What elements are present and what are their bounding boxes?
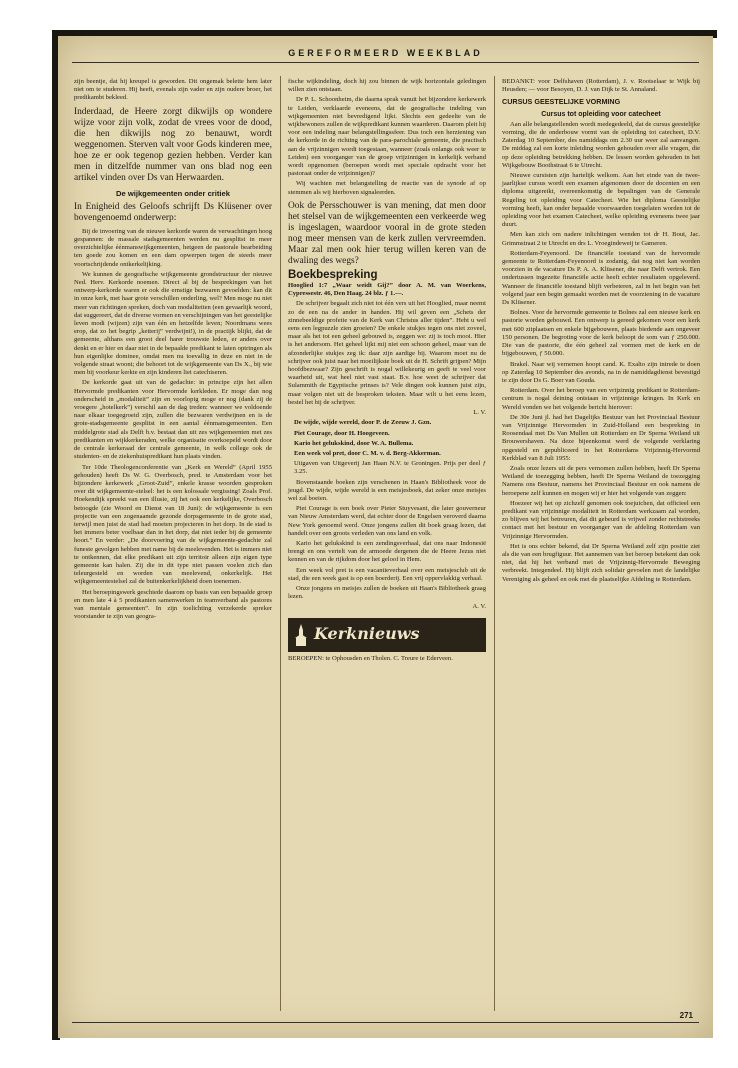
paragraph: zijn beentje, dat hij kreupel is geworden. Dit ongemak belette hem later niet om te studeren. Hij heeft, evenals zijn vader en zijn oudere broer, het predikambt bekleed. xyxy=(74,78,272,102)
kerknieuws-banner xyxy=(288,618,486,652)
paragraph: Rotterdam. Over het beroep van een vrijzinnig predikant te Rotterdam-centrum is nogal deining ontstaan in vrijzinnige kringen. In Kerk en Wereld vonden we het volgende bericht hierover: xyxy=(502,387,700,411)
paragraph: Rotterdam-Feyenoord. De financiële toestand van de hervormde gemeente te Rotterdam-Feyenoord is zodanig, dat nog niet kan worden voorzien in de vacature Ds P. A. A. Klüsener, die naar Delft vertrok. Een ondertussen ingezette financiële actie heeft echter resultaten opgeleverd. Wanneer de financiële toestand blijft verbeteren, zal in het begin van het volgend jaar een begin gemaakt worden met de voorziening in de vacature Ds Klüsener. xyxy=(502,249,700,307)
paragraph: De kerkorde gaat uit van de gedachte: in principe zijn het allen Hervormde predikanten voor Hervormde kerkleden. Er moge dan nog onderscheid in „modaliteit” zijn en voorlopig moge er nog (dank zij de vroegere „hotelkerk”) verschil aan de dag treden: wanneer we voldoende naar elkaar toegegroeid zijn, zullen die bezwaren verdwijnen en is de grote-stadsgemeente gesplitst in een aantal éénmansgemeenten. Een middelgrote stad als Delft b.v. bestaat dan uit zes wijkgemeenten met zes predikanten en wijkkerkeraden, welke organisatie overkoepeld wordt door de centrale kerkeraad der centrale gemeente, in welk college ook de studenten- en de ziekenhuispredikant hun plaats vinden. xyxy=(74,379,272,461)
paragraph: Brakel. Naar wij vernemen hoopt cand. K. Exalto zijn intrede te doen op Zaterdag 10 September des avonds, na in de namiddagdienst bevestigd te zijn door Ds G. Boer van Gouda. xyxy=(502,360,700,384)
paragraph: BEDANKT: voor Delfshaven (Rotterdam), J. v. Rootselaar te Wijk bij Heusden; — voor Besoyen, D. J. van Dijk te St. Annaland. xyxy=(502,78,700,94)
paragraph: Men kan zich om nadere inlichtingen wenden tot dr H. Bout, Jac. Grimmstraat 2 te Utrecht en drs L. Vroegindeweij te Gameren. xyxy=(502,231,700,247)
column-2 xyxy=(288,78,486,665)
column-3 xyxy=(502,78,700,586)
article-heading: CURSUS GEESTELIJKE VORMING xyxy=(502,97,621,107)
paragraph: Dr P. L. Schoonheim, die daarna sprak vanuit het bijzondere kerkewerk te Leiden, verklaarde eveneens, dat de geografische indeling van wijkgemeenten niet bevredigend lijkt. Slechts een gedeelte van de wijkbewoners zullen de wijkpredikant kunnen waarderen. Daarom pleit hij voor een indeling naar belangstellingssfeer. Dus toch een herziening van de kerkorde in de richting van de para-parochiale gemeente, die practisch aan de vrijzinnigen wordt toegestaan, wanneer (zoals onlangs ook weer te Leiden) een voorganger van de groep vrijzinnigen in kerkelijk verband wordt opgenomen (beroepen wordt met speciale opdracht voor het pastoraat onder de vrijzinnigen)? xyxy=(288,96,486,178)
masthead: GEREFORMEERD WEEKBLAD xyxy=(288,48,483,58)
signature: L. V. xyxy=(473,409,486,417)
masthead-rule xyxy=(72,62,699,63)
paragraph: Zoals onze lezers uit de pers vernomen zullen hebben, heeft Dr Sperna Weiland de toezegging hebben, heeft Dr Sperna Weiland de toezegging Namens ons Bestuur, namens het Provinciaal Bestuur en ook namens de beroepene zelf kunnen en mogen wij er hier het volgende van zeggen: xyxy=(502,464,700,497)
paragraph: Het beroepingswerk geschiede daarom op basis van een bepaalde groep en men late 4 à 5 predikanten samenwerken in teamverband als pastores van mentale gemeenten”. In zijn toelichting verzekerde spreker voorstander te zijn van geogra- xyxy=(74,588,272,621)
newspaper-page xyxy=(58,36,713,1038)
paragraph: Piet Courage is een boek over Pieter Stuyvesant, die later gouverneur van Nieuw Amsterdam werd, dat echter door de Engelsen veroverd daarna New York genoemd werd. Onze jongens zullen dit boek graag lezen, dat handelt over een groots verleden van ons land en volk. xyxy=(288,505,486,537)
paragraph: Bolnes. Voor de hervormde gemeente te Bolnes zal een nieuwe kerk en pastorie worden gebouwd. Een ontwerp is gereed gekomen voor een kerk met 600 zitplaatsen en enkele bijgebouwen, plaats biedende aan ongeveer 150 personen. De begroting voor de kerk beloopt de som van ƒ 250.000. Die van de pastorie, die één geheel zal vormen met de kerk en de bijgebouwen, ƒ 50.000. xyxy=(502,309,700,358)
paragraph: Wij wachten met belangstelling de reactie van de synode af op stemmen als wij hierboven signaleerden. xyxy=(288,180,486,196)
column-divider xyxy=(280,76,281,1011)
paragraph: We kunnen de geografische wijkgemeente grondstructuur der nieuwe Ned. Herv. Kerkorde noemen. Direct al bij de besprekingen van het ontwerp-kerkorde waren er ook die ernstige bezwaren gevoelden: kan dit in onze kerk, met haar grote verschillen onderling, wel? Men moge nu niet meer van richtingen spreken, doch van modaliteiten (een gevaarlijk woord, dat suggereert, dat de diverse vormen en verschijningen van het geestelijke leven modi (wijzen) zijn van één en hetzelfde leven; Noordmans wees erop, dat zo het begrip „ketterij” verdwijnt!), in de practijk blijkt, dat de gemeente, althans een groot deel harer trouwste leden, er anders over denkt en er hier en daar niet in de bepaalde predikant te laten optringen als hun eigenlijke dominee, omdat men nu toevallig in deze en niet in de volgende straat woont; die behoort tot de wijkgemeente van Ds X., bij wie men bij voorkeur kerkte en zijn kinderen liet catechiseren. xyxy=(74,270,272,377)
church-icon xyxy=(294,624,308,646)
lead-paragraph: Inderdaad, de Heere zorgt dikwijls op wondere wijze voor zijn volk, zodat de vrees voor de dood, die hen dikwijls nog zo benauwt, wordt weggenomen. Sterven valt voor Gods kinderen mee, hoe ze er ook tegenop gezien hebben. Verder kan men in ditzelfde nummer van ons blad nog een artikel vinden over Ds van Herwaarden. xyxy=(74,106,272,183)
paragraph: fische wijkindeling, doch hij zou binnen de wijk horizontale geledingen willen zien ontstaan. xyxy=(288,78,486,94)
paragraph: Nieuwe cursisten zijn hartelijk welkom. Aan het einde van de twee-jaarlijkse cursus wordt een examen afgenomen door de docenten en een diploma uitgereikt, overeenkomstig de bepalingen van de Generale Regeling tot opleiding voor Catecheet. Wie het diploma Geestelijke vorming heeft, kan onder bepaalde voorwaarden toegelaten worden tot de opleiding voor het examen Catecheet, welke opleiding eveneens twee jaar duurt. xyxy=(502,172,700,229)
article-intro: In Enigheid des Geloofs schrijft Ds Klüsener over bovengenoemd onderwerp: xyxy=(74,201,272,223)
book-entry: Piet Courage, door H. Hoogeveen. xyxy=(294,429,390,437)
paragraph: Hoezeer wij het op zichzelf genomen ook toejuichen, dat officieel een predikant van vrijzinnige modaliteit in Rotterdam werkzaam zal worden, zo blijven wij het betreuren, dat dit gebeurd is vrijwel zonder rechtstreeks contact met het bestuur en voorganger van de afdeling Rotterdam van Vrijzinnige Hervormden. xyxy=(502,499,700,540)
paragraph: Aan alle belangstellenden wordt medegedeeld, dat de cursus geestelijke vorming, die de onderbouw vormt van de opleiding tot catecheet, D.V. Zaterdag 10 September, des namiddags om 2.30 uur weer zal aanvangen. De middag zal een korte inleiding worden gehouden over alle vragen, die op deze opleiding betrekking hebben. De lessen worden gehouden in het Wijkgebouw Boothstraat 6 te Utrecht. xyxy=(502,120,700,169)
footer-rule xyxy=(72,1022,699,1023)
paragraph: De 30e Juni jl. had het Dagelijks Bestuur van het Provinciaal Bestuur van Vrijzinnige Hervormden in Zuid-Holland een bespreking in Roosendaal met Ds Van Mullen uit Rotterdam en Dr Sperna Weiland uit Brouwershaven. Na deze bijeenkomst werd de volgende verklaring opgesteld en gepubliceerd in het Rotterdams Vrijzinnig-Hervormd Kerkblad van 8 Juli 1955: xyxy=(502,413,700,462)
review-title: Hooglied 1:7 „Waar weidt Gij?” door A. M. van Woerkens, Cypressestr. 46, Den Haag. 24 blz. ƒ 1.—. xyxy=(288,282,486,298)
paragraph: Het is ons echter bekend, dat Dr Sperna Weiland zelf zijn positie ziet als die van een brugfiguur. Het aannemen van het beroep betekent dan ook niet, dat hij het verband met de Vrijzinnig-Hervormde Beweging verbreekt. Integendeel. Hij blijft zich solidair gevoelen met de landelijke Vereniging als geheel en ook met de plaatselijke Afdeling te Rotterdam. xyxy=(502,542,700,583)
kerknieuws-title: Kerknieuws xyxy=(314,624,420,644)
column-1 xyxy=(74,78,272,623)
book-entry: Uitgaven van Uitgeverij Jan Haan N.V. te Groningen. Prijs per deel ƒ 3.25. xyxy=(294,460,486,476)
paragraph: Een week vol pret is een vacantieverhaal over een meisjesclub uit de stad, die een week gast is op een boerderij. Een vrij oppervlakkig verhaal. xyxy=(288,566,486,582)
paragraph: Kario het gelukskind is een zendingsverhaal, dat ons naar Indonesië brengt en ons vertelt van de armoede dergenen die de Heere Jezus niet kennen en van de rijkdom door het geloof in Hem. xyxy=(288,539,486,564)
paragraph: Onze jongens en meisjes zullen de boeken uit Haan's Bibliotheek graag lezen. xyxy=(288,584,486,601)
review-body: De schrijver begaalt zich niet tot één vers uit het Hooglied, maar neemt zo de een na de ander in handen. Hij wil geven een „Schets der zinnebeeldige profetie van de Kerk van Christus aller tijden”. Hebt u wel eens een legpuzzle zien groeien? De enkele stukjes tegen ons niet zoveel, maar als het tot een geheel gebouwd is, zeggen we: zij is toch mooi. Hier is het andersom. Het geheel lijkt mij niet een schoon geheel, maar van de afzonderlijke stukjes zeg ik: daar zijn aardige bij. Waarom moet nu de schrijver ook juist naar het moeilijkste boek uit de H. Schrift grijpen? Mijn hoofdbezwaar? Zijn geschrift is nogal willekeurig en geeft te veel voor waarheid uit, wat heel niet vast staat. B.v. hoe weet de schrijver dat Sulammith de Egyptische prinses is? Vele dingen ook kunnen juist zijn, maar volgen niet uit de besproken teksten. Maar wilt u het eens lezen, bestel het bij de schrijver. xyxy=(288,300,486,406)
paragraph: Ter 10de Theologenconferentie van „Kerk en Wereld” (April 1955 gehouden) heeft Ds W. G. Overbosch, pred. te Amsterdam voor het bijzondere kerkewerk „Groot-Zuid”, enkele krasse woorden gesproken over dit wijkgemeente-stelsel: het is een kolossale vergissing! Zoals Prof. Hoekendijk spreekt van een illusie, zij het ook een kerkelijke, Overbosch betoogde (zie Woord en Dienst van 18 Juni): de wijkgemeente is een projectie van een zogenaamde gezonde dorpsgemeente in de grote stad, terwijl men juist de stad had moeten projecteren in het dorp. In de stad is het immers beter voelbaar dan in het dorp, dat niet ieder bij de gemeente hoort.” En verder: „De doorvoering van de wijkgemeente-gedachte zal funeste gevolgen hebben met name bij de meelevenden. Het is immers niet te ontkennen, dat elke predikant uit zijn territoir alleen zijn eigen type gemeente kan halen. Zij die in dit type niet passen voelen zich dan teleurgesteld en worden van meelevend, onkerkelijk. Het wijkgemeentestelsel zal de buitenkerkelijkheid doen toenemen. xyxy=(74,463,272,586)
page-number: 271 xyxy=(679,1011,693,1020)
lead-paragraph: Ook de Persschouwer is van mening, dat men door het stelsel van de wijkgemeenten een verkeerde weg is ingeslagen, waardoor vooral in de grote steden nog meer mensen van de kerk zullen vervreemden. Maar zal men ook hier terug willen keren van de dwaling des wegs? xyxy=(288,200,486,266)
article-heading: De wijkgemeenten onder critiek xyxy=(116,188,230,198)
paragraph: BEROEPEN: te Ophousden en Tholen. C. Treure te Ederveen. xyxy=(288,654,453,662)
book-entry: Kario het gelukskind, door W. A. Bullema. xyxy=(294,439,414,447)
column-divider xyxy=(494,76,495,1011)
section-heading: Boekbespreking xyxy=(288,268,378,281)
paragraph: Bij de invoering van de nieuwe kerkorde waren de verwachtingen hoog gespannen: de massale stadsgemeenten werden nu gesplitst in meer overzichtelijke éénmanswijkgemeenten, hetgeen de pastorale bearbeiding ten goede zou komen en een dam opwerpen tegen de steeds meer voortschrijdende ontkerkelijking. xyxy=(74,227,272,268)
signature: A. V. xyxy=(472,603,486,611)
book-entry: De wijde, wijde wereld, door P. de Zeeuw J. Gzn. xyxy=(294,419,432,427)
article-subheading: Cursus tot opleiding voor catecheet xyxy=(541,110,661,118)
paragraph: Bovenstaande boeken zijn verschenen in Haan's Bibliotheek voor de jeugd. De wijde, wijde wereld is een meisjesboek, dat zeker onze meisjes wel zal boeien. xyxy=(288,478,486,502)
book-entry: Een week vol pret, door C. M. v. d. Berg-Akkerman. xyxy=(294,449,441,457)
